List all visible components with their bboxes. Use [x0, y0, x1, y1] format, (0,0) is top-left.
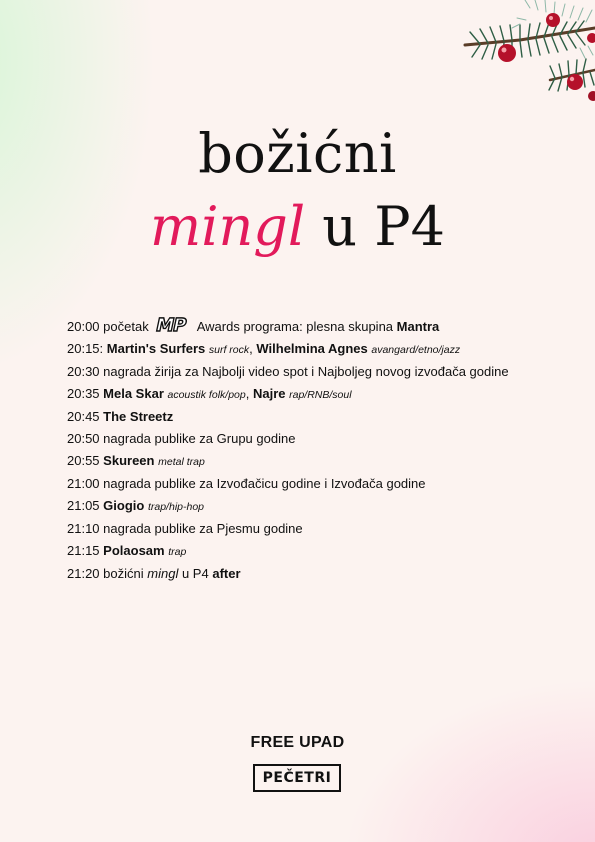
schedule-text: nagrada publike za Izvođačicu godine i Izvođača godine	[103, 476, 426, 491]
performer-name: Mela Skar	[103, 386, 164, 401]
genre-label: rap/RNB/soul	[289, 389, 352, 401]
performer-name: Skureen	[103, 453, 155, 468]
schedule-row	[67, 406, 537, 428]
schedule-time: 21:20	[67, 566, 100, 581]
schedule-time: 20:00	[67, 319, 100, 334]
performer-name: Polaosam	[103, 543, 165, 558]
performer-name: Martin's Surfers	[106, 341, 206, 356]
schedule-time: 21:00	[67, 476, 100, 491]
genre-label: avangard/etno/jazz	[371, 344, 461, 356]
schedule-time: 20:35	[67, 386, 100, 401]
schedule-row	[67, 518, 537, 540]
schedule-time: 20:15:	[67, 341, 104, 356]
schedule-time: 21:10	[67, 521, 100, 536]
schedule-row	[67, 450, 537, 473]
schedule-time: 21:05	[67, 498, 100, 513]
schedule-text: nagrada publike za Grupu godine	[103, 431, 296, 446]
schedule-row	[67, 428, 537, 450]
genre-label: trap/hip-hop	[147, 501, 205, 513]
venue-logo: PEČETRI	[253, 764, 341, 792]
performer-name: Wilhelmina Agnes	[256, 341, 368, 356]
poster-title-line1: božićni	[198, 122, 397, 185]
performer-name: Mantra	[396, 319, 440, 334]
mp-logo-icon	[153, 312, 193, 336]
genre-label: metal trap	[158, 456, 205, 468]
title-accent-word: mingl	[150, 195, 306, 258]
poster-title-line2	[0, 195, 595, 258]
genre-label: trap	[168, 546, 187, 558]
svg-text:MP: MP	[153, 315, 188, 336]
schedule-time: 20:55	[67, 453, 100, 468]
performer-name: after	[212, 566, 241, 581]
program-schedule	[67, 312, 537, 585]
schedule-row: 21:20 božićni mingl u P4 after	[67, 566, 241, 581]
performer-name: The Streetz	[103, 409, 174, 424]
performer-name: Giogio	[103, 498, 145, 513]
schedule-row	[67, 495, 537, 518]
schedule-row: 20:00 početak MP Awards programa: plesna skupina Mantra	[67, 312, 537, 338]
free-entry-label: FREE UPAD	[250, 734, 345, 751]
schedule-time: 20:45	[67, 409, 100, 424]
genre-label: surf rock	[208, 344, 250, 356]
schedule-row: 20:15: Martin's Surfers surf rock, Wilhelmina Agnes avangard/etno/jazz	[67, 341, 461, 356]
schedule-time: 20:50	[67, 431, 100, 446]
title-rest: u P4	[305, 195, 445, 258]
schedule-text: nagrada publike za Pjesmu godine	[103, 521, 303, 536]
schedule-row: 20:35 Mela Skar acoustik folk/pop, Najre rap/RNB/soul	[67, 386, 352, 401]
schedule-row	[67, 361, 537, 383]
performer-name: Najre	[252, 386, 286, 401]
schedule-time: 20:30	[67, 364, 100, 379]
schedule-text: nagrada žirija za Najbolji video spot i Najboljeg novog izvođača godine	[103, 364, 509, 379]
schedule-row	[67, 540, 537, 563]
genre-label: acoustik folk/pop	[167, 389, 246, 401]
christmas-branch-icon	[370, 0, 595, 120]
schedule-row	[67, 473, 537, 495]
schedule-time: 21:15	[67, 543, 100, 558]
